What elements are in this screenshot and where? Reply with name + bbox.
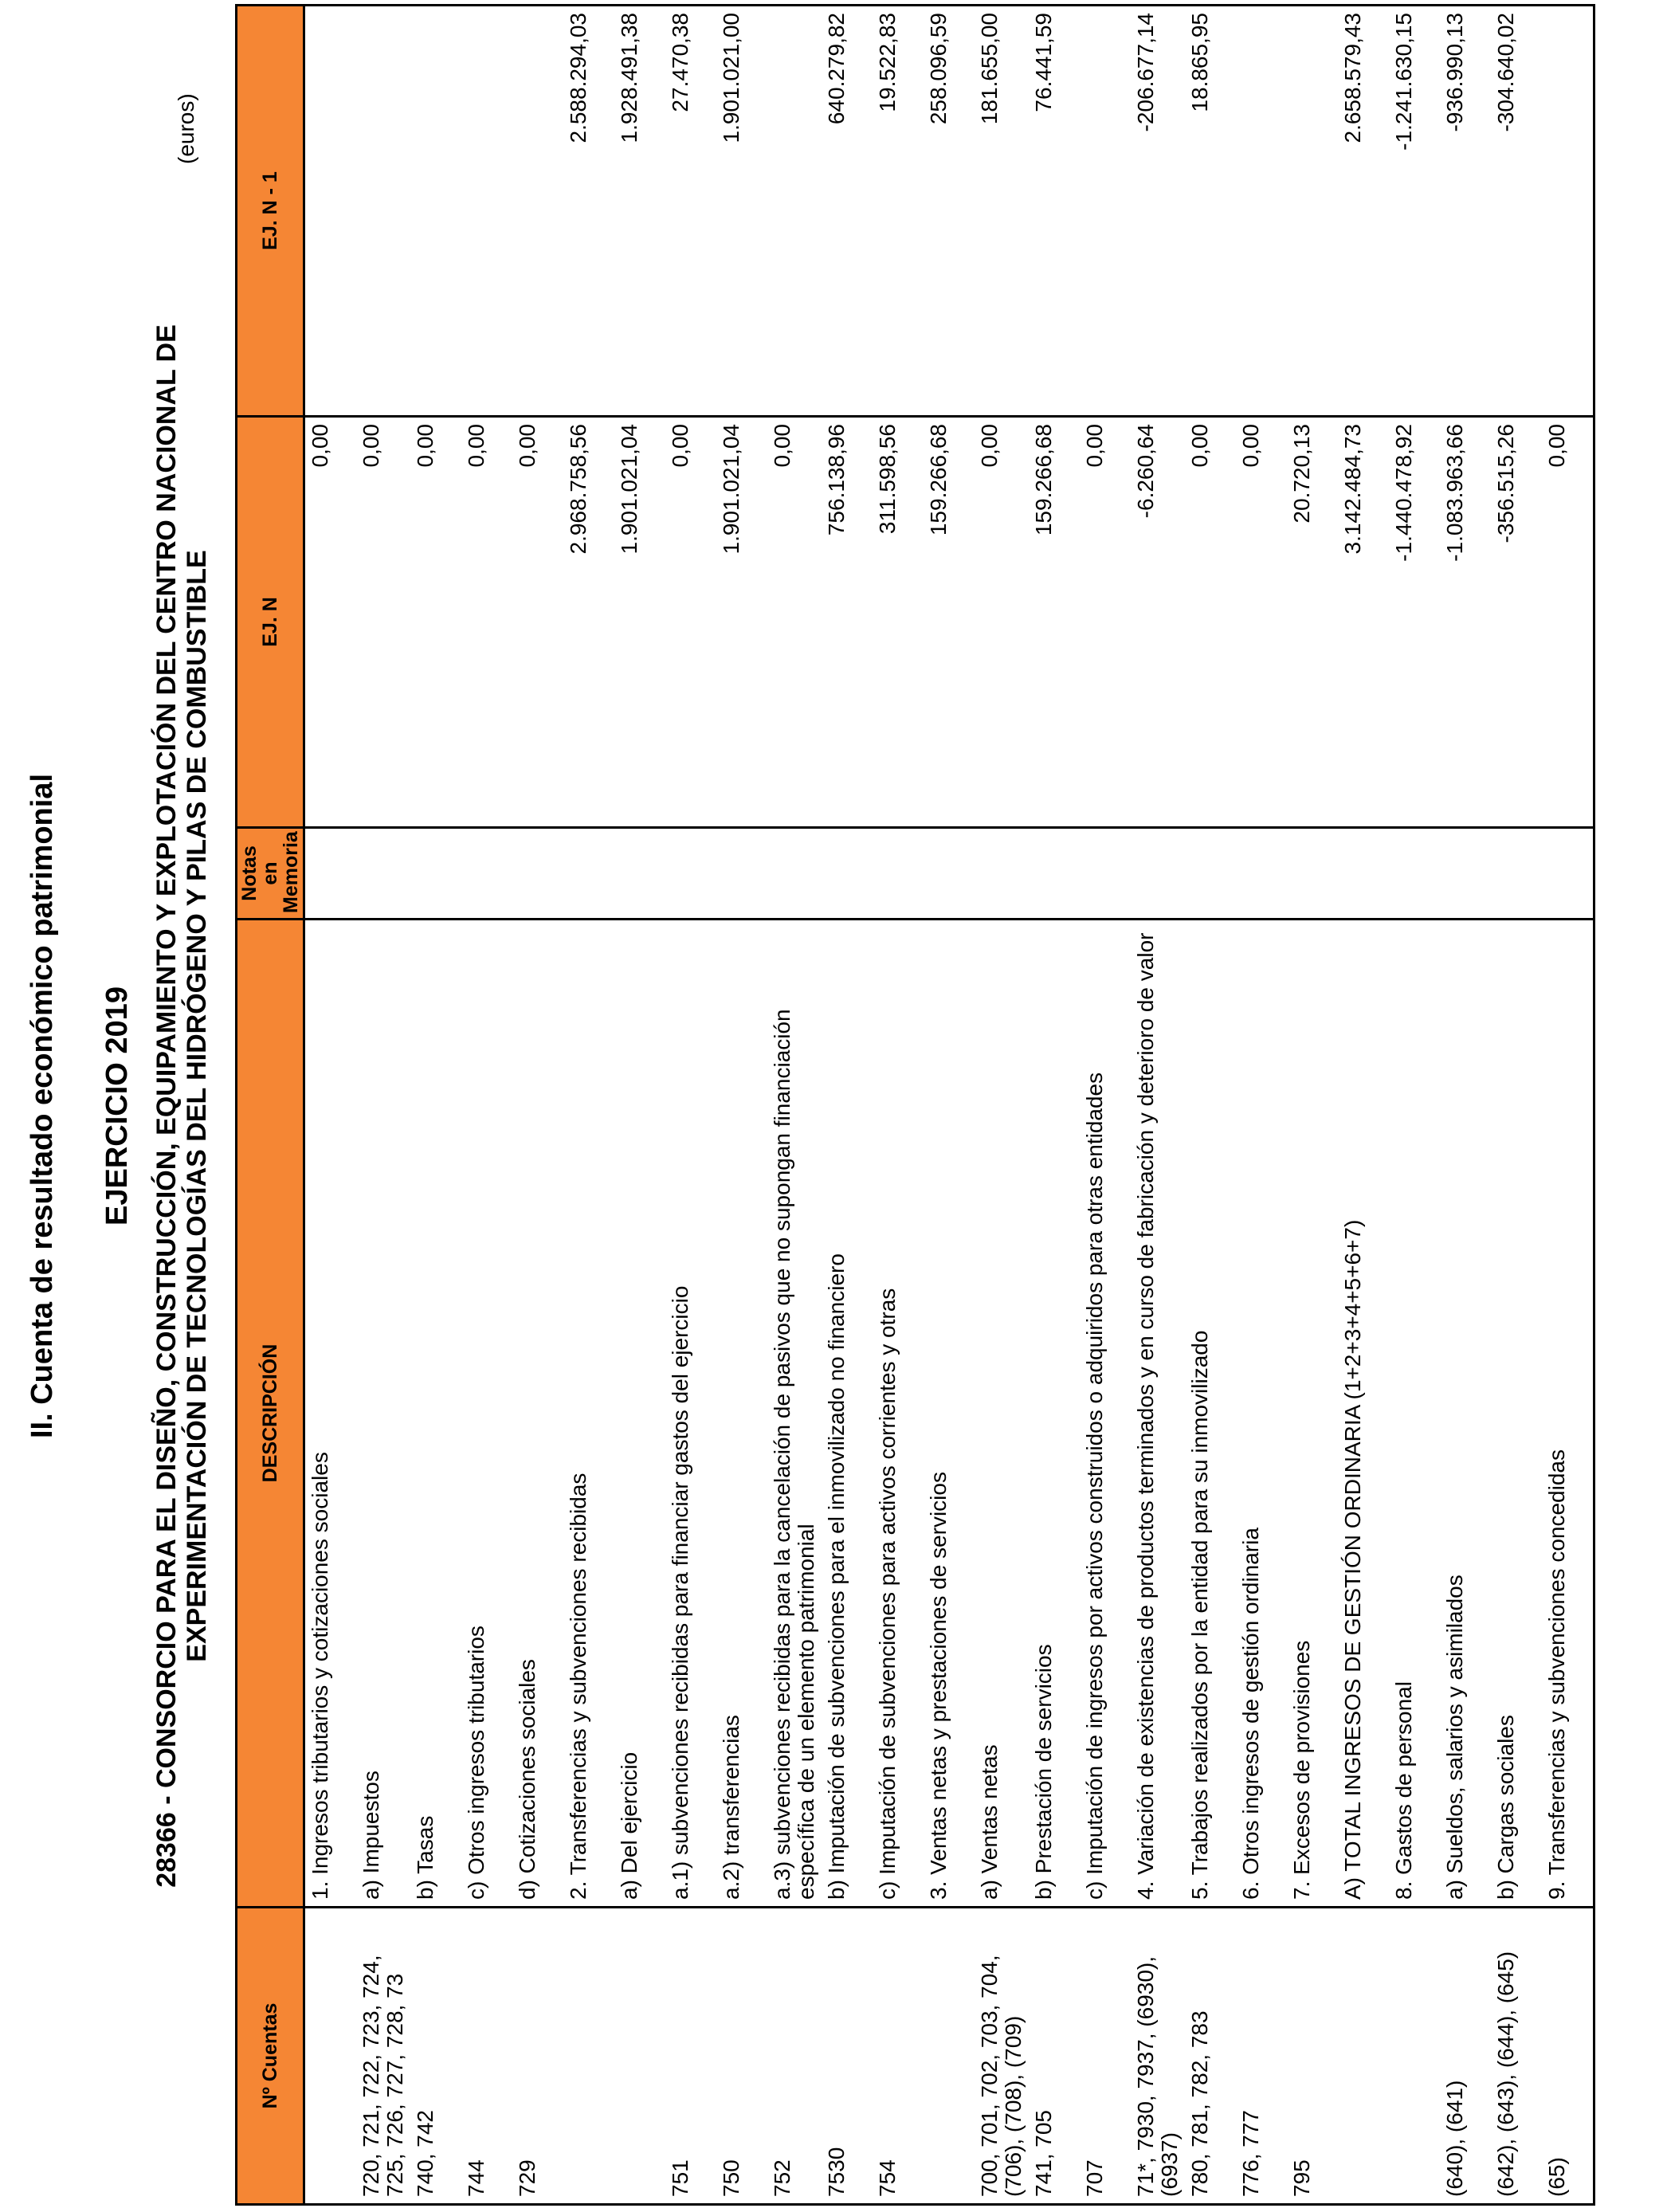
- previous-year-cell: 2.588.294,03: [563, 6, 614, 417]
- current-year-cell: 0,00: [356, 417, 410, 828]
- notes-cell: [1185, 828, 1236, 920]
- table-row: [1389, 6, 1440, 2205]
- current-year-cell: -356.515,26: [1491, 417, 1542, 828]
- account-cell: (65): [1542, 1908, 1594, 2205]
- previous-year-cell: [1287, 6, 1338, 417]
- notes-cell: [1131, 828, 1185, 920]
- description-cell: A) TOTAL INGRESOS DE GESTIÓN ORDINARIA (1+2+3+4+5+6+7): [1338, 920, 1389, 1908]
- table-row: [1338, 6, 1389, 2205]
- account-cell: 707: [1080, 1908, 1131, 2205]
- current-year-cell: 0,00: [512, 417, 563, 828]
- table-row: [563, 6, 614, 2205]
- notes-cell: [822, 828, 873, 920]
- notes-cell: [873, 828, 924, 920]
- account-cell: 700, 701, 702, 703, 704, (706), (708), (709): [975, 1908, 1029, 2205]
- notes-cell: [614, 828, 665, 920]
- description-cell: b) Prestación de servicios: [1029, 920, 1080, 1908]
- notes-cell: [975, 828, 1029, 920]
- table-row: [767, 6, 822, 2205]
- account-cell: 776, 777: [1236, 1908, 1287, 2205]
- current-year-cell: 1.901.021,04: [614, 417, 665, 828]
- current-year-cell: 0,00: [1542, 417, 1594, 828]
- current-year-cell: 0,00: [1236, 417, 1287, 828]
- previous-year-cell: -304.640,02: [1491, 6, 1542, 417]
- notes-cell: [1389, 828, 1440, 920]
- description-cell: 6. Otros ingresos de gestión ordinaria: [1236, 920, 1287, 1908]
- account-cell: 7530: [822, 1908, 873, 2205]
- description-cell: b) Tasas: [410, 920, 461, 1908]
- table-row: [975, 6, 1029, 2205]
- table-row: [512, 6, 563, 2205]
- current-year-cell: 2.968.758,56: [563, 417, 614, 828]
- account-cell: 720, 721, 722, 723, 724, 725, 726, 727, 728, 73: [356, 1908, 410, 2205]
- table-row: [716, 6, 767, 2205]
- table-row: [873, 6, 924, 2205]
- section-title: II. Cuenta de resultado económico patrimonial: [25, 773, 59, 1439]
- description-cell: 1. Ingresos tributarios y cotizaciones sociales: [304, 920, 357, 1908]
- notes-cell: [1236, 828, 1287, 920]
- previous-year-cell: 258.096,59: [924, 6, 975, 417]
- current-year-cell: 20.720,13: [1287, 417, 1338, 828]
- current-year-cell: 0,00: [1080, 417, 1131, 828]
- previous-year-cell: [461, 6, 512, 417]
- description-cell: d) Cotizaciones sociales: [512, 920, 563, 1908]
- description-cell: a.3) subvenciones recibidas para la cancelación de pasivos que no supongan financiación específica de un elemento patrimonial: [767, 920, 822, 1908]
- current-year-cell: 0,00: [410, 417, 461, 828]
- notes-cell: [461, 828, 512, 920]
- account-cell: 744: [461, 1908, 512, 2205]
- previous-year-cell: [304, 6, 357, 417]
- current-year-cell: 756.138,96: [822, 417, 873, 828]
- entity-name-line1: 28366 - CONSORCIO PARA EL DISEÑO, CONSTRUCCIÓN, EQUIPAMIENTO Y EXPLOTACIÓN DEL CENTRO NACIONAL DE: [151, 324, 182, 1888]
- previous-year-cell: [512, 6, 563, 417]
- account-cell: [304, 1908, 357, 2205]
- table-row: [665, 6, 716, 2205]
- account-cell: 71*, 7930, 7937, (6930), (6937): [1131, 1908, 1185, 2205]
- table-row: [822, 6, 873, 2205]
- table-row: [924, 6, 975, 2205]
- notes-cell: [563, 828, 614, 920]
- account-cell: [1338, 1908, 1389, 2205]
- table-row: [1029, 6, 1080, 2205]
- notes-cell: [356, 828, 410, 920]
- previous-year-cell: [1542, 6, 1594, 417]
- account-cell: (640), (641): [1440, 1908, 1491, 2205]
- account-cell: 754: [873, 1908, 924, 2205]
- previous-year-cell: -936.990,13: [1440, 6, 1491, 417]
- current-year-cell: -6.260,64: [1131, 417, 1185, 828]
- description-cell: 2. Transferencias y subvenciones recibidas: [563, 920, 614, 1908]
- previous-year-cell: 640.279,82: [822, 6, 873, 417]
- previous-year-cell: [767, 6, 822, 417]
- description-cell: 5. Trabajos realizados por la entidad para su inmovilizado: [1185, 920, 1236, 1908]
- header-description: DESCRIPCIÓN: [237, 920, 304, 1908]
- table-row: [1440, 6, 1491, 2205]
- description-cell: b) Imputación de subvenciones para el inmovilizado no financiero: [822, 920, 873, 1908]
- account-cell: [1389, 1908, 1440, 2205]
- previous-year-cell: [356, 6, 410, 417]
- current-year-cell: 159.266,68: [924, 417, 975, 828]
- description-cell: 8. Gastos de personal: [1389, 920, 1440, 1908]
- account-cell: (642), (643), (644), (645): [1491, 1908, 1542, 2205]
- table-row: [1542, 6, 1594, 2205]
- current-year-cell: 0,00: [304, 417, 357, 828]
- table-row: [1287, 6, 1338, 2205]
- description-cell: 3. Ventas netas y prestaciones de servicios: [924, 920, 975, 1908]
- notes-cell: [924, 828, 975, 920]
- table-row: [614, 6, 665, 2205]
- header-notes: Notas en Memoria: [237, 828, 304, 920]
- description-cell: 4. Variación de existencias de productos terminados y en curso de fabricación y deterioro de valor: [1131, 920, 1185, 1908]
- notes-cell: [665, 828, 716, 920]
- previous-year-cell: 1.901.021,00: [716, 6, 767, 417]
- current-year-cell: 0,00: [461, 417, 512, 828]
- entity-name-line2: EXPERIMENTACIÓN DE TECNOLOGÍAS DEL HIDRÓGENO Y PILAS DE COMBUSTIBLE: [182, 550, 212, 1662]
- previous-year-cell: 27.470,38: [665, 6, 716, 417]
- account-cell: 729: [512, 1908, 563, 2205]
- table-row: [410, 6, 461, 2205]
- description-cell: a) Ventas netas: [975, 920, 1029, 1908]
- current-year-cell: 0,00: [767, 417, 822, 828]
- account-cell: 795: [1287, 1908, 1338, 2205]
- notes-cell: [304, 828, 357, 920]
- previous-year-cell: -1.241.630,15: [1389, 6, 1440, 417]
- results-table: [235, 4, 1595, 2206]
- account-cell: 741, 705: [1029, 1908, 1080, 2205]
- notes-cell: [1029, 828, 1080, 920]
- description-cell: a) Impuestos: [356, 920, 410, 1908]
- current-year-cell: -1.440.478,92: [1389, 417, 1440, 828]
- table-header-row: [237, 6, 304, 2205]
- previous-year-cell: 19.522,83: [873, 6, 924, 417]
- account-cell: 752: [767, 1908, 822, 2205]
- description-cell: a) Del ejercicio: [614, 920, 665, 1908]
- previous-year-cell: 76.441,59: [1029, 6, 1080, 417]
- table-row: [304, 6, 357, 2205]
- description-cell: a.2) transferencias: [716, 920, 767, 1908]
- notes-cell: [1491, 828, 1542, 920]
- entity-name: [151, 0, 212, 2212]
- notes-cell: [1338, 828, 1389, 920]
- previous-year-cell: -206.677,14: [1131, 6, 1185, 417]
- header-accounts: Nº Cuentas: [237, 1908, 304, 2205]
- description-cell: 9. Transferencias y subvenciones concedidas: [1542, 920, 1594, 1908]
- description-cell: c) Otros ingresos tributarios: [461, 920, 512, 1908]
- account-cell: 740, 742: [410, 1908, 461, 2205]
- table-row: [1080, 6, 1131, 2205]
- notes-cell: [512, 828, 563, 920]
- previous-year-cell: [1236, 6, 1287, 417]
- exercise-title: EJERCICIO 2019: [100, 986, 134, 1226]
- description-cell: c) Imputación de subvenciones para activos corrientes y otras: [873, 920, 924, 1908]
- account-cell: 751: [665, 1908, 716, 2205]
- previous-year-cell: [410, 6, 461, 417]
- description-cell: 7. Excesos de provisiones: [1287, 920, 1338, 1908]
- current-year-cell: 1.901.021,04: [716, 417, 767, 828]
- table-row: [1185, 6, 1236, 2205]
- header-current-year: EJ. N: [237, 417, 304, 828]
- notes-cell: [1080, 828, 1131, 920]
- notes-cell: [1542, 828, 1594, 920]
- current-year-cell: 0,00: [975, 417, 1029, 828]
- current-year-cell: 3.142.484,73: [1338, 417, 1389, 828]
- current-year-cell: 311.598,56: [873, 417, 924, 828]
- description-cell: a) Sueldos, salarios y asimilados: [1440, 920, 1491, 1908]
- previous-year-cell: 18.865,95: [1185, 6, 1236, 417]
- table-row: [1491, 6, 1542, 2205]
- units-label: (euros): [174, 93, 198, 164]
- account-cell: 780, 781, 782, 783: [1185, 1908, 1236, 2205]
- current-year-cell: -1.083.963,66: [1440, 417, 1491, 828]
- current-year-cell: 0,00: [665, 417, 716, 828]
- notes-cell: [1287, 828, 1338, 920]
- previous-year-cell: 2.658.579,43: [1338, 6, 1389, 417]
- account-cell: [924, 1908, 975, 2205]
- current-year-cell: 0,00: [1185, 417, 1236, 828]
- table-row: [1236, 6, 1287, 2205]
- description-cell: c) Imputación de ingresos por activos construidos o adquiridos para otras entidades: [1080, 920, 1131, 1908]
- notes-cell: [716, 828, 767, 920]
- previous-year-cell: 181.655,00: [975, 6, 1029, 417]
- table-row: [356, 6, 410, 2205]
- header-previous-year: EJ. N - 1: [237, 6, 304, 417]
- previous-year-cell: 1.928.491,38: [614, 6, 665, 417]
- previous-year-cell: [1080, 6, 1131, 417]
- current-year-cell: 159.266,68: [1029, 417, 1080, 828]
- table-row: [461, 6, 512, 2205]
- table-body: [304, 6, 1594, 2205]
- account-cell: [614, 1908, 665, 2205]
- table-row: [1131, 6, 1185, 2205]
- account-cell: 750: [716, 1908, 767, 2205]
- account-cell: [563, 1908, 614, 2205]
- notes-cell: [1440, 828, 1491, 920]
- description-cell: a.1) subvenciones recibidas para financiar gastos del ejercicio: [665, 920, 716, 1908]
- notes-cell: [410, 828, 461, 920]
- notes-cell: [767, 828, 822, 920]
- description-cell: b) Cargas sociales: [1491, 920, 1542, 1908]
